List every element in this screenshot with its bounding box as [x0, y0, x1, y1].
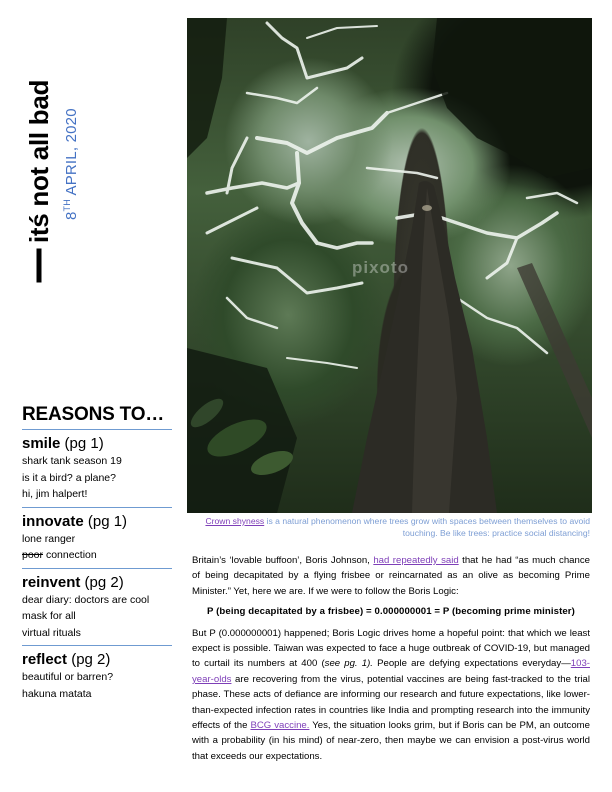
103-year-olds-link[interactable]: 103-year-olds: [192, 658, 590, 685]
text-run: Yes, the situation looks grim, but if Boris can be PM, an outcome with a probability (in his mind) of near-zero, then maybe we can envision a post-virus world that exceeds our expectations.: [192, 720, 591, 762]
date-month-year: APRIL, 2020: [63, 108, 80, 200]
divider: [22, 568, 172, 569]
list-item: lone ranger: [22, 532, 76, 545]
list-item-text: connection: [45, 549, 97, 561]
paragraph-2: [192, 626, 590, 765]
section-keyword: reinvent: [22, 573, 81, 591]
section-page-ref: (pg 2): [67, 651, 111, 668]
section-keyword: innovate: [22, 512, 84, 530]
divider: [22, 645, 172, 646]
caption-text: is a natural phenomenon where trees grow with spaces between themselves to avoid touching. Be like trees: practice social distancing!: [264, 516, 590, 538]
section-innovate: [22, 512, 172, 567]
list-item: beautiful or barren?: [22, 671, 114, 683]
crown-shyness-link[interactable]: Crown shyness: [205, 516, 265, 526]
date-suffix: TH: [62, 199, 72, 212]
masthead-rotated: [18, 79, 88, 282]
text-run: But P (0.000000001) happened; Boris Logic drives home a hopeful point: that which we least expect is possible. Taiwan was expected to face a huge outbreak of COVID-19, but managed to curtail its numbers at 400 (: [192, 627, 590, 670]
text-run: are recovering from the virus, potential vaccines are being fast-tracked to the trial phase. These acts of defiance are informing our research and future expectations, like lower-than-expected infection rates in countries like India and prompting research into the immunity effects of the: [192, 673, 590, 732]
list-item: virtual rituals: [22, 626, 81, 639]
hero-photo-crown-shyness: [187, 18, 592, 513]
section-page-ref: (pg 1): [83, 512, 128, 530]
list-item: is it a bird? a plane?: [22, 471, 116, 484]
issue-date: [62, 108, 80, 220]
newsletter-title: itś not all bad: [23, 79, 54, 243]
probability-formula: P (being decapitated by a frisbee) = 0.000000001 = P (becoming prime minister): [207, 606, 575, 618]
list-item: hakuna matata: [22, 687, 92, 700]
struck-word: poor: [22, 549, 44, 561]
had-repeatedly-said-link[interactable]: had repeatedly said: [373, 555, 459, 566]
list-item: dear diary: doctors are cool: [22, 593, 150, 606]
text-run: Britain’s ‘lovable buffoon’, Boris Johnson,: [192, 555, 374, 566]
list-item: hi, jim halpert!: [22, 488, 88, 500]
list-item: [22, 547, 172, 564]
paragraph-1: [192, 553, 590, 599]
section-title: [22, 650, 172, 669]
page-reference: see pg. 1).: [324, 658, 373, 670]
divider: [22, 507, 172, 508]
section-smile: [22, 434, 172, 506]
section-reflect: [22, 650, 172, 705]
sidebar-heading: REASONS TO…: [22, 404, 165, 425]
section-keyword: reflect: [22, 651, 68, 668]
masthead: [18, 79, 88, 282]
title-row: [24, 80, 54, 282]
list-item: mask for all: [22, 610, 76, 622]
text-run: People are defying expectations everyday—: [372, 658, 571, 670]
article-body: [192, 553, 590, 764]
text-run: that he had “as much chance of being decapitated by a flying frisbee or reincarnated as an olive as becoming Prime Minister.” Yet, here we are. If we were to follow the Boris Logic:: [192, 555, 590, 597]
photo-caption: [192, 515, 590, 539]
section-title: [22, 434, 172, 453]
photo-watermark: pixoto: [352, 258, 409, 277]
section-reinvent: [22, 573, 172, 645]
section-title: [22, 573, 172, 592]
section-title: [22, 512, 172, 531]
section-page-ref: (pg 2): [80, 573, 124, 591]
date-day: 8: [63, 211, 80, 220]
section-keyword: smile: [22, 435, 61, 452]
section-page-ref: (pg 1): [60, 435, 104, 452]
reasons-sidebar: [22, 402, 172, 705]
title-bar-decoration: [37, 249, 42, 283]
divider: [22, 429, 172, 430]
bcg-vaccine-link[interactable]: BCG vaccine.: [250, 720, 310, 732]
list-item: shark tank season 19: [22, 455, 122, 467]
